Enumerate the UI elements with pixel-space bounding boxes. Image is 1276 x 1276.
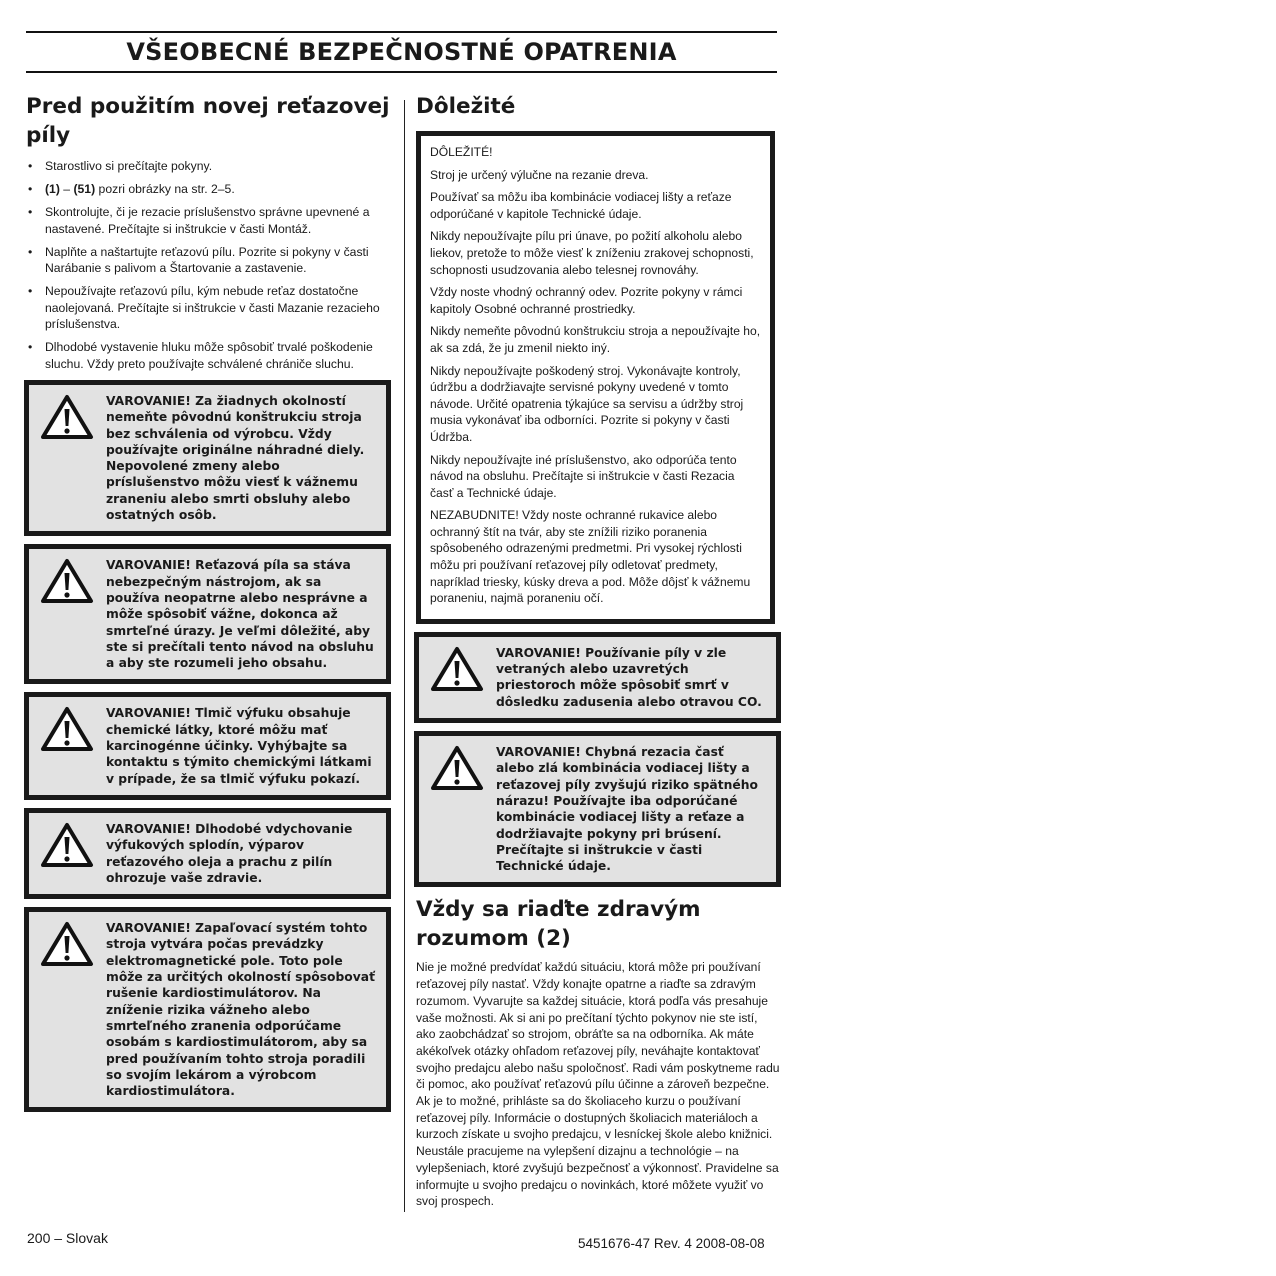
list-item: • Dlhodobé vystavenie hluku môže spôsobiť trvalé poškodenie sluchu. Vždy preto používajte schválené chrániče sluchu. xyxy=(26,339,391,372)
figure-ref-text: pozri obrázky na str. 2–5. xyxy=(95,182,235,196)
list-item: • Starostlivo si prečítajte pokyny. xyxy=(26,158,391,175)
list-item: • Skontrolujte, či je rezacie príslušenstvo správne upevnené a nastavené. Prečítajte si inštrukcie v časti Montáž. xyxy=(26,204,391,237)
section-heading-important: Dôležité xyxy=(416,94,516,119)
figure-ref-end: (51) xyxy=(73,182,96,196)
important-label: DÔLEŽITÉ! xyxy=(430,145,493,159)
important-paragraph: Vždy noste vhodný ochranný odev. Pozrite pokyny v rámci kapitoly Osobné ochranné prostriedky. xyxy=(430,285,743,316)
warning-text: VAROVANIE! Za žiadnych okolností nemeňte pôvodnú konštrukciu stroja bez schválenia od výrobcu. Vždy používajte originálne náhradné diely. Nepovolené zmeny alebo príslušenstvo môžu viesť k vážnemu zraneniu alebo smrti obsluhy alebo ostatných osôb. xyxy=(106,394,365,523)
warning-box xyxy=(24,380,391,536)
warning-text: VAROVANIE! Chybná rezacia časť alebo zlá kombinácia vodiacej lišty a reťazovej píly zvyšujú riziko spätného nárazu! Používajte iba odporúčané kombinácie vodiacej lišty a reťaze a dodržiavajte pokyny pri brúsení. Prečítajte si inštrukcie v časti Technické údaje. xyxy=(496,745,758,874)
right-column xyxy=(416,92,780,1210)
warning-text: VAROVANIE! Reťazová píla sa stáva nebezpečným nástrojom, ak sa používa neopatrne alebo nesprávne a môže spôsobiť vážne, dokonca až smrteľné úrazy. Je veľmi dôležité, aby ste si prečítali tento návod na obsluhu a aby ste rozumeli jeho obsahu. xyxy=(106,558,374,671)
warning-triangle-icon xyxy=(430,646,484,692)
section-heading-before-use: Pred použitím novej reťazovej píly xyxy=(26,94,390,148)
warning-box xyxy=(414,731,781,887)
warning-triangle-icon xyxy=(40,394,94,440)
important-paragraph: Používať sa môžu iba kombinácie vodiacej lišty a reťaze odporúčané v kapitole Technické údaje. xyxy=(430,190,732,221)
warning-box xyxy=(24,692,391,799)
important-paragraph: Nikdy nepoužívajte iné príslušenstvo, ako odporúča tento návod na obsluhu. Prečítajte si inštrukcie v časti Rezacia časť a Technické údaje. xyxy=(430,452,737,500)
warning-triangle-icon xyxy=(40,558,94,604)
important-paragraph: Nikdy nepoužívajte pílu pri únave, po požití alkoholu alebo liekov, pretože to môže viesť k zníženiu zrakovej schopnosti, schopnosti usudzovania alebo telesnej rovnováhy. xyxy=(430,229,754,277)
instruction-list xyxy=(26,158,391,372)
range-dash: – xyxy=(59,182,74,196)
page-title: VŠEOBECNÉ BEZPEČNOSTNÉ OPATRENIA xyxy=(126,38,677,66)
list-item: • Naplňte a naštartujte reťazovú pílu. Pozrite si pokyny v časti Narábanie s palivom a Štartovanie a zastavenie. xyxy=(26,244,391,277)
common-sense-text xyxy=(416,959,780,1210)
document-reference: 5451676-47 Rev. 4 2008-08-08 xyxy=(578,1236,765,1251)
section-heading-common-sense: Vždy sa riaďte zdravým rozumom (2) xyxy=(416,897,701,952)
column-divider xyxy=(404,100,405,1212)
important-paragraph: Nikdy nemeňte pôvodnú konštrukciu stroja a nepoužívajte ho, ak sa zdá, že ju zmenil niekto iný. xyxy=(430,324,761,355)
page-header xyxy=(26,31,777,73)
warning-triangle-icon xyxy=(430,745,484,791)
important-notice-box xyxy=(416,131,775,624)
warning-text: VAROVANIE! Dlhodobé vdychovanie výfukových splodín, výparov reťazového oleja a prachu z pilín ohrozuje vaše zdravie. xyxy=(106,821,353,885)
important-paragraph: Nikdy nepoužívajte poškodený stroj. Vykonávajte kontroly, údržbu a dodržiavajte servisné pokyny uvedené v tomto návode. Určité opatrenia týkajúce sa servisu a údržby stroj musia vykonávať iba odborníci. Pozrite si pokyny v časti Údržba. xyxy=(430,363,744,444)
warning-triangle-icon xyxy=(40,822,94,868)
left-column xyxy=(26,92,391,1112)
warning-triangle-icon xyxy=(40,921,94,967)
warning-box xyxy=(24,808,391,899)
body-paragraph: Nie je možné predvídať každú situáciu, ktorá môže pri používaní reťazovej píly nastať. Vždy konajte opatrne a riaďte sa zdravým rozumom. Vyvarujte sa každej situácie, ktorá podľa vás presahuje vaše možnosti. Ak si ani po prečítaní týchto pokynov nie ste istí, ako zaobchádzať so strojom, obráťte sa na odborníka. Ak máte akékoľvek otázky ohľadom reťazovej píly, neváhajte kontaktovať svojho predajcu alebo našu spoločnosť. Radi vám poskytneme radu či pomoc, ako používať reťazovú pílu účinne a zároveň bezpečne. Ak je to možné, prihláste sa do školiaceho kurzu o používaní reťazovej píly. Informácie o dostupných školiacich materiáloch a kurzoch získate u svojho predajcu, v lesníckej škole alebo knižnici. Neustále pracujeme na vylepšení dizajnu a technológie – na vylepšeniach, ktoré zvyšujú bezpečnosť a výkonnosť. Pravidelne sa informujte u svojho predajcu o novinkách, ktoré môžete využiť vo svoj prospech. xyxy=(416,960,780,1209)
warning-box xyxy=(24,544,391,684)
important-paragraph: NEZABUDNITE! Vždy noste ochranné rukavice alebo ochranný štít na tvár, aby ste znížili riziko poranenia spôsobeného odrazenými predmetmi. Pri vysokej rýchlosti môžu pri používaní reťazovej píly odletovať predmety, napríklad triesky, kúsky dreva a pod. Môže dôjsť k vážnemu poraneniu, najmä poraneniu očí. xyxy=(430,508,751,606)
important-paragraph: Stroj je určený výlučne na rezanie dreva. xyxy=(430,167,649,182)
warning-box xyxy=(414,632,781,723)
warning-box xyxy=(24,907,391,1112)
warning-text: VAROVANIE! Používanie píly v zle vetraných alebo uzavretých priestoroch môže spôsobiť smrť v dôsledku zadusenia alebo otravou CO. xyxy=(496,645,762,709)
page-number: 200 – Slovak xyxy=(27,1230,108,1246)
warning-text: VAROVANIE! Tlmič výfuku obsahuje chemické látky, ktoré môžu mať karcinogénne účinky. Vyhýbajte sa kontaktu s týmito chemickými látkami v prípade, že sa tlmič výfuku pokazí. xyxy=(106,706,372,786)
list-item xyxy=(26,181,391,198)
list-item: • Nepoužívajte reťazovú pílu, kým nebude reťaz dostatočne naolejovaná. Prečítajte si inštrukcie v časti Mazanie rezacieho príslušenstva. xyxy=(26,283,391,333)
figure-ref-start: (1) xyxy=(45,182,60,196)
warning-triangle-icon xyxy=(40,706,94,752)
warning-text: VAROVANIE! Zapaľovací systém tohto stroja vytvára počas prevádzky elektromagnetické pole. Toto pole môže za určitých okolností spôsobovať rušenie kardiostimulátorov. Na zníženie rizika vážneho alebo smrteľného zranenia odporúčame osobám s kardiostimulátorom, aby sa pred používaním tohto stroja poradili so svojím lekárom a výrobcom kardiostimulátora. xyxy=(106,921,375,1099)
